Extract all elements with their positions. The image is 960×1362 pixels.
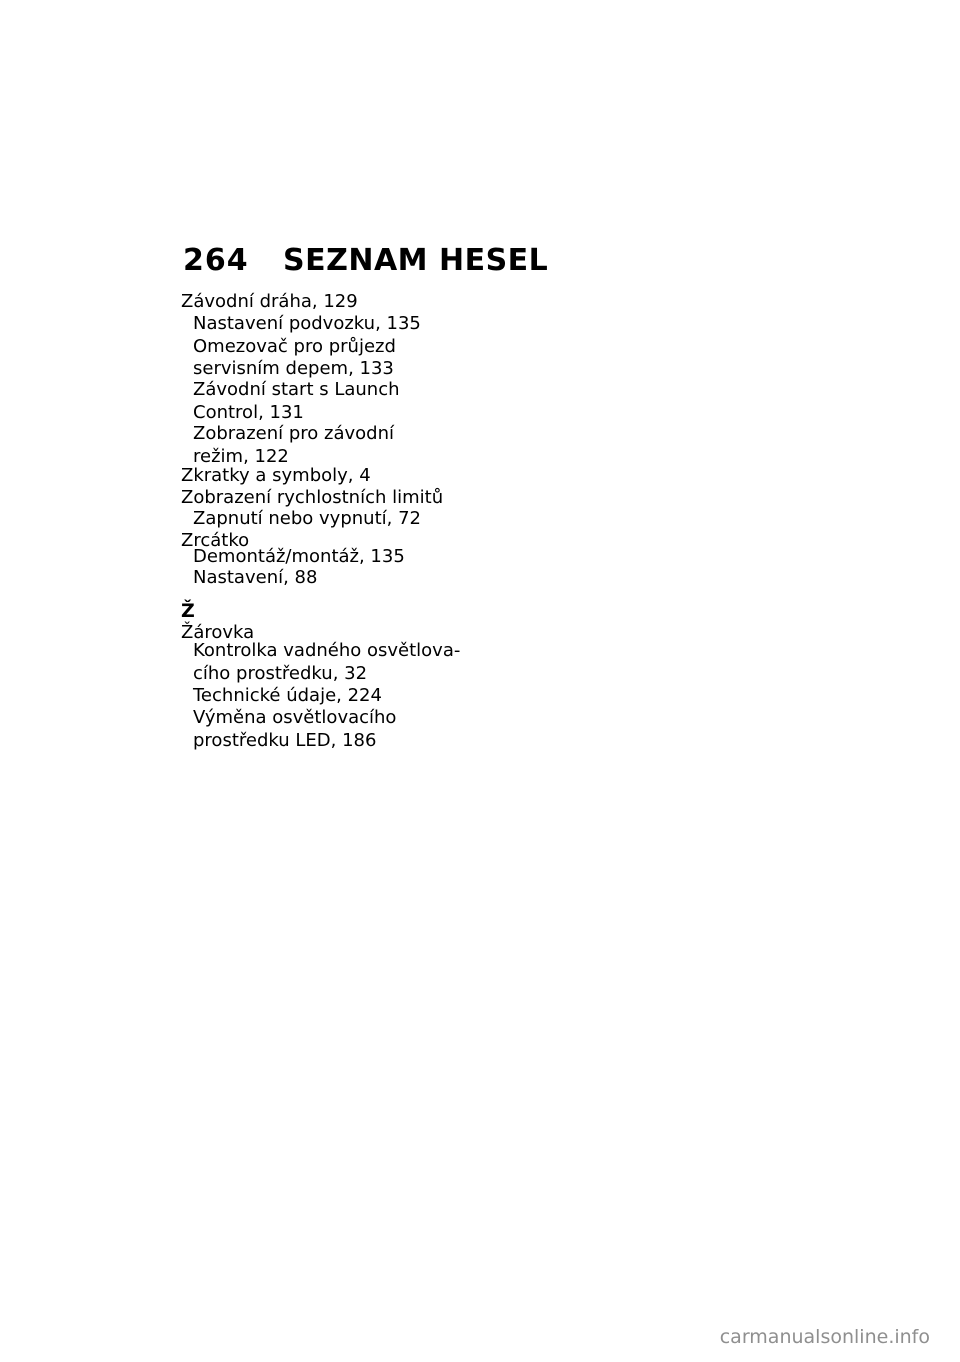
index-subentry: Závodní start s Launch: [193, 379, 400, 400]
index-subentry: Technické údaje, 224: [193, 685, 382, 706]
index-entry: Žárovka: [181, 622, 255, 643]
watermark: carmanualsonline.info: [719, 1326, 930, 1348]
index-subentry: servisním depem, 133: [193, 358, 394, 379]
index-entry: Zobrazení rychlostních limitů: [181, 487, 444, 508]
index-subentry: cího prostředku, 32: [193, 663, 368, 684]
index-subentry: Zobrazení pro závodní: [193, 423, 394, 444]
index-subentry: Nastavení podvozku, 135: [193, 313, 421, 334]
index-entry: Zrcátko: [181, 530, 250, 551]
index-subentry: Kontrolka vadného osvětlova-: [193, 640, 461, 661]
index-subentry: režim, 122: [193, 446, 289, 467]
index-subentry: Nastavení, 88: [193, 567, 318, 588]
index-subentry: prostředku LED, 186: [193, 730, 377, 751]
index-entry: Závodní dráha, 129: [181, 291, 358, 312]
page-number: 264: [183, 243, 249, 278]
index-subentry: Control, 131: [193, 402, 304, 423]
index-subentry: Omezovač pro průjezd: [193, 336, 396, 357]
index-entry: Zkratky a symboly, 4: [181, 465, 371, 486]
index-subentry: Zapnutí nebo vypnutí, 72: [193, 508, 421, 529]
section-title: SEZNAM HESEL: [283, 243, 549, 278]
index-subentry: Výměna osvětlovacího: [193, 707, 397, 728]
index-subentry: Demontáž/montáž, 135: [193, 546, 405, 567]
index-letter-heading: Ž: [181, 600, 195, 622]
